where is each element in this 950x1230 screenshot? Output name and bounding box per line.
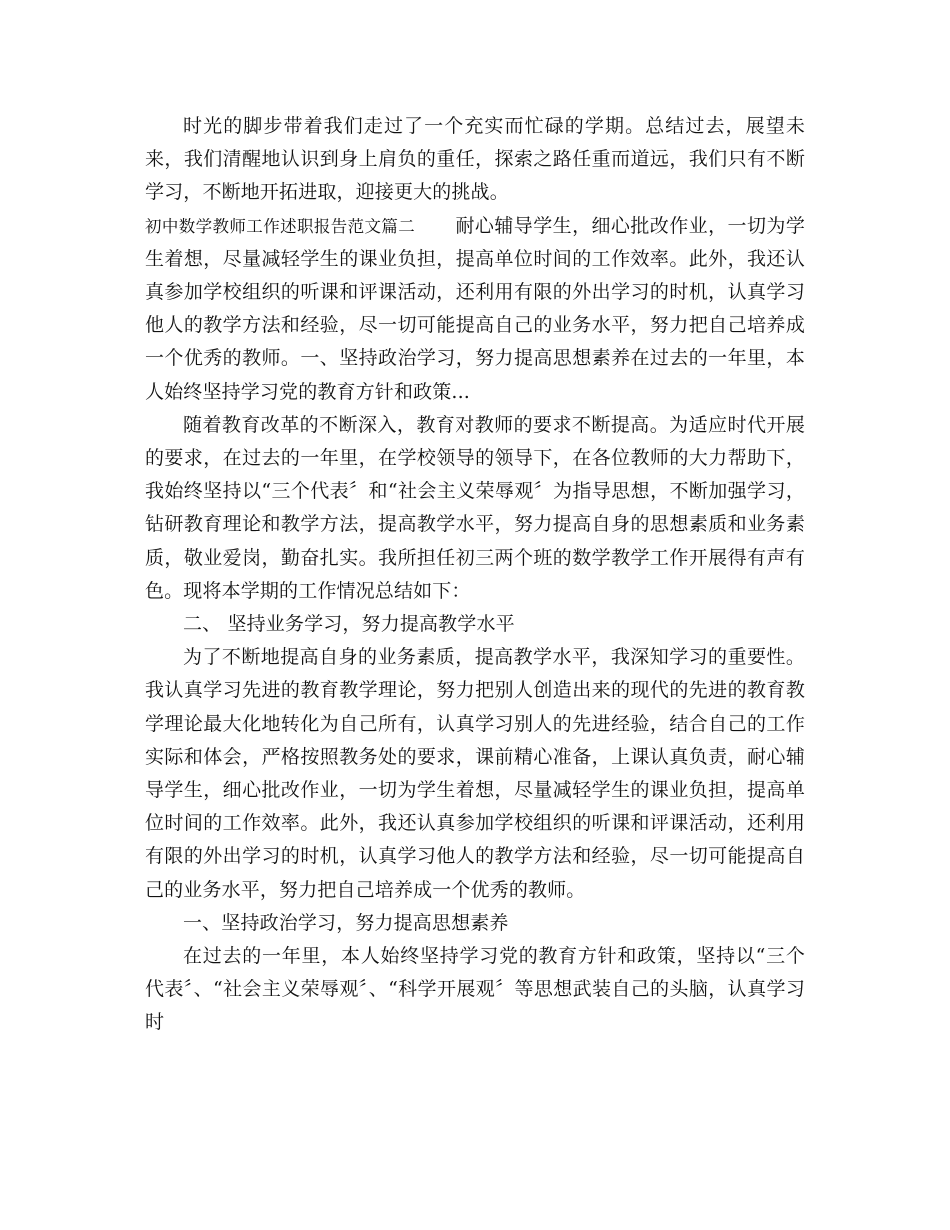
document-page [145, 110, 805, 1040]
section-title: 初中数学教师工作述职报告范文篇二 [145, 216, 416, 236]
paragraph-business-study: 为了不断地提高自身的业务素质，提高教学水平，我深知学习的重要性。我认真学习先进的教育教学理论，努力把别人创造出来的现代的先进的教育教学理论最大化地转化为自己所有，认真学习别人的先进经验，结合自己的工作实际和体会，严格按照教务处的要求，课前精心准备，上课认真负责，耐心辅导学生，细心批改作业，一切为学生着想，尽量减轻学生的课业负担，提高单位时间的工作效率。此外，我还认真参加学校组织的听课和评课活动，还利用有限的外出学习的时机，认真学习他人的教学方法和经验，尽一切可能提高自己的业务水平，努力把自己培养成一个优秀的教师。 [145, 646, 805, 901]
paragraph-section-two [145, 210, 805, 409]
paragraph-political-study: 在过去的一年里，本人始终坚持学习党的教育方针和政策，坚持以“三个代表〞、“社会主义荣辱观〞、“科学开展观〞等思想武装自己的头脑，认真学习时 [145, 945, 805, 1034]
paragraph-reform: 随着教育改革的不断深入，教育对教师的要求不断提高。为适应时代开展的要求，在过去的一年里，在学校领导的领导下，在各位教师的大力帮助下，我始终坚持以“三个代表〞和“社会主义荣辱观〞为指导思想，不断加强学习，钻研教育理论和教学方法，提高教学水平，努力提高自身的思想素质和业务素质，敬业爱岗，勤奋扎实。我所担任初三两个班的数学教学工作开展得有声有色。现将本学期的工作情况总结如下： [145, 413, 805, 602]
heading-business-study: 二、 坚持业务学习，努力提高教学水平 [183, 613, 515, 636]
paragraph-intro: 时光的脚步带着我们走过了一个充实而忙碌的学期。总结过去，展望未来，我们清醒地认识到身上肩负的重任，探索之路任重而道远，我们只有不断学习，不断地开拓进取，迎接更大的挑战。 [145, 115, 805, 204]
section-two-body: 耐心辅导学生，细心批改作业，一切为学生着想，尽量减轻学生的课业负担，提高单位时间的工作效率。此外，我还认真参加学校组织的听课和评课活动，还利用有限的外出学习的时机，认真学习他人的教学方法和经验，尽一切可能提高自己的业务水平，努力把自己培养成一个优秀的教师。一、坚持政治学习，努力提高思想素养在过去的一年里，本人始终坚持学习党的教育方针和政策... [145, 214, 806, 403]
heading-political-study: 一、坚持政治学习，努力提高思想素养 [183, 911, 509, 934]
